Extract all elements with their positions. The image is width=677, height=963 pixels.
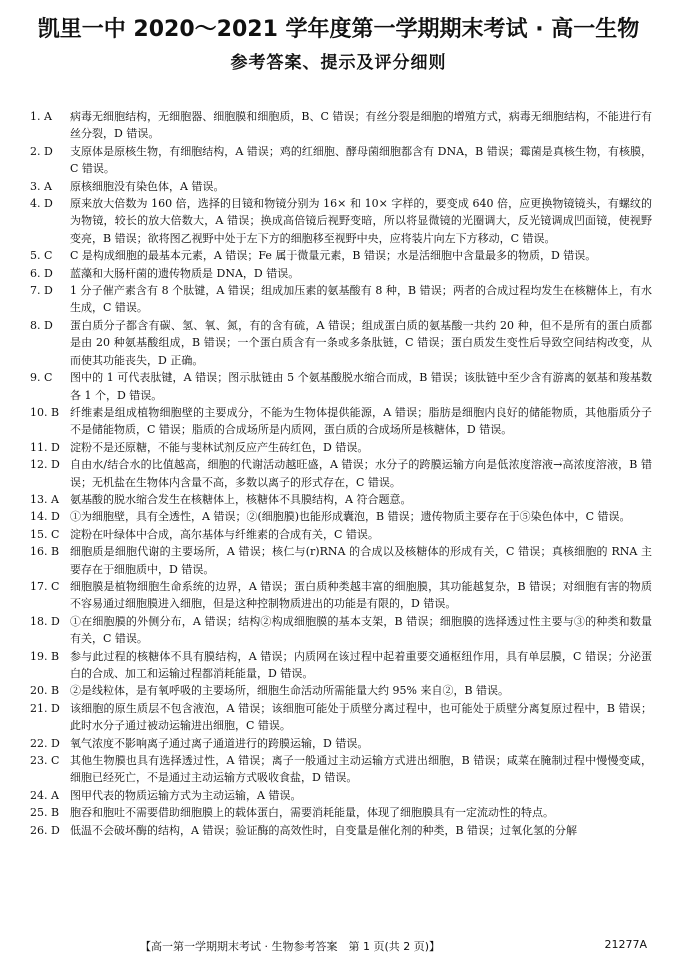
answer-explanation: 1 分子催产素含有 8 个肽键，A 错误；组成加压素的氨基酸有 8 种，B 错误；两者的合成过程均发生在核糖体上，有水生成，C 错误。 xyxy=(70,284,652,315)
answer-number: 11. D xyxy=(30,440,60,454)
answer-number: 2. D xyxy=(30,144,53,158)
answer-item xyxy=(30,404,652,439)
answer-explanation: 原核细胞没有染色体，A 错误。 xyxy=(70,179,225,193)
answer-number: 25. B xyxy=(30,806,60,820)
answer-number: 3. A xyxy=(30,179,52,193)
answer-item xyxy=(30,735,652,752)
answer-item xyxy=(30,822,652,839)
answer-explanation: 原来放大倍数为 160 倍，选择的目镜和物镜分别为 16× 和 10× 字样的，要变成 640 倍，应更换物镜镜头，有螺纹的为物镜，较长的放大倍数大，A 错误；换成高倍镜后视野变暗，所以将显微镜的光圈调大，反光镜调成凹面镜，使视野变亮，B 错误；欲将图乙视野中处于左下方的细胞移至视野中央，应将装片向左下方移动，C 错误。 xyxy=(70,197,652,245)
answer-item xyxy=(30,543,652,578)
answer-item xyxy=(30,265,652,282)
answer-number: 14. D xyxy=(30,510,60,524)
answer-explanation: C 是构成细胞的最基本元素，A 错误；Fe 属于微量元素，B 错误；水是活细胞中含量最多的物质，D 错误。 xyxy=(70,249,597,263)
page-title: 凯里一中 2020～2021 学年度第一学期期末考试 · 高一生物 xyxy=(37,17,640,42)
answer-number: 13. A xyxy=(30,492,59,506)
answer-explanation: 纤维素是组成植物细胞壁的主要成分，不能为生物体提供能源，A 错误；脂肪是细胞内良好的储能物质，其他脂质分子不是储能物质，C 错误；脂质的合成场所是内质网，蛋白质的合成场所是核糖体，D 错误。 xyxy=(70,405,652,437)
answer-number: 16. B xyxy=(30,545,60,559)
answer-item xyxy=(30,787,652,804)
answer-number: 4. D xyxy=(30,197,53,211)
answer-explanation: 氧气浓度不影响离子通过离子通道进行的跨膜运输，D 错误。 xyxy=(70,736,369,750)
answer-number: 21. D xyxy=(30,701,60,715)
answer-number: 9. C xyxy=(30,371,53,385)
answer-number: 6. D xyxy=(30,266,53,280)
answer-number: 15. C xyxy=(30,527,60,541)
answer-item xyxy=(30,526,652,543)
answer-explanation: 细胞膜是植物细胞生命系统的边界，A 错误；蛋白质种类越丰富的细胞膜，其功能越复杂，B 错误；对细胞有害的物质不容易通过细胞膜进入细胞，但是这种控制物质进出的功能是有限的，D 错误。 xyxy=(70,579,652,611)
answer-list xyxy=(30,108,652,839)
answer-number: 20. B xyxy=(30,684,60,698)
answer-number: 7. D xyxy=(30,284,53,298)
answer-number: 8. D xyxy=(30,318,53,332)
answer-item xyxy=(30,682,652,699)
answer-item xyxy=(30,317,652,369)
answer-explanation: ②是线粒体，是有氧呼吸的主要场所，细胞生命活动所需能量大约 95% 来自②，B 错误。 xyxy=(70,684,510,698)
answer-explanation: 蛋白质分子都含有碳、氢、氧、氮，有的含有硫，A 错误；组成蛋白质的氨基酸一共约 20 种，但不是所有的蛋白质都是由 20 种氨基酸组成，B 错误；一个蛋白质含有一条或多条肽链，C 错误；蛋白质发生变性后导致空间结构改变，从而使其功能丧失，D 正确。 xyxy=(70,318,652,367)
page-subtitle: 参考答案、提示及评分细则 xyxy=(230,53,447,73)
answer-item xyxy=(30,613,652,648)
answer-explanation: 细胞质是细胞代谢的主要场所，A 错误；核仁与(r)RNA 的合成以及核糖体的形成有关，C 错误；真核细胞的 RNA 主要存在于细胞质中，D 错误。 xyxy=(70,545,652,576)
answer-explanation: ①为细胞壁，具有全透性，A 错误；②(细胞膜)也能形成囊泡，B 错误；遗传物质主要存在于⑤染色体中，C 错误。 xyxy=(70,510,631,524)
answer-item xyxy=(30,108,652,143)
answer-item xyxy=(30,700,652,735)
answer-explanation: 淀粉在叶绿体中合成，高尔基体与纤维素的合成有关，C 错误。 xyxy=(70,527,379,541)
answer-item xyxy=(30,752,652,787)
answer-item xyxy=(30,247,652,264)
answer-number: 19. B xyxy=(30,649,60,663)
answer-item xyxy=(30,439,652,456)
answer-number: 5. C xyxy=(30,249,53,263)
answer-explanation: 蓝藻和大肠杆菌的遗传物质是 DNA，D 错误。 xyxy=(70,266,300,280)
answer-number: 23. C xyxy=(30,754,60,768)
answer-explanation: 该细胞的原生质层不包含液泡，A 错误；该细胞可能处于质壁分离过程中，也可能处于质壁分离复原过程中，B 错误；此时水分子通过被动运输进出细胞，C 错误。 xyxy=(70,701,652,733)
answer-item xyxy=(30,195,652,247)
answer-item xyxy=(30,491,652,508)
answer-explanation: ①在细胞膜的外侧分布，A 错误；结构②构成细胞膜的基本支架，B 错误；细胞膜的选择透过性主要与③的种类和数量有关，C 错误。 xyxy=(70,614,652,646)
answer-item xyxy=(30,369,652,404)
answer-explanation: 其他生物膜也具有选择透过性，A 错误；离子一般通过主动运输方式进出细胞，B 错误；咸菜在腌制过程中慢慢变咸，细胞已经死亡，不是通过主动运输方式吸收食盐，D 错误。 xyxy=(70,754,652,785)
answer-number: 10. B xyxy=(30,405,60,419)
answer-explanation: 淀粉不是还原糖，不能与斐林试剂反应产生砖红色，D 错误。 xyxy=(70,440,369,454)
answer-number: 22. D xyxy=(30,736,60,750)
footer-doc-code: 21277A xyxy=(604,938,647,951)
answer-number: 18. D xyxy=(30,614,60,628)
answer-number: 1. A xyxy=(30,110,52,123)
answer-explanation: 胞吞和胞吐不需要借助细胞膜上的载体蛋白，需要消耗能量，体现了细胞膜具有一定流动性的特点。 xyxy=(70,806,554,820)
footer-page-info: 【高一第一学期期末考试 · 生物参考答案 第 1 页(共 2 页)】 xyxy=(140,940,441,953)
answer-number: 12. D xyxy=(30,458,60,472)
answer-item xyxy=(30,508,652,525)
answer-item xyxy=(30,648,652,683)
answer-number: 17. C xyxy=(30,579,60,593)
answer-explanation: 参与此过程的核糖体不具有膜结构，A 错误；内质网在该过程中起着重要交通枢纽作用，具有单层膜，C 错误；分泌蛋白的合成、加工和运输过程都消耗能量，D 错误。 xyxy=(70,649,652,680)
answer-item xyxy=(30,143,652,178)
answer-item xyxy=(30,282,652,317)
answer-item xyxy=(30,456,652,491)
answer-item xyxy=(30,578,652,613)
answer-number: 24. A xyxy=(30,788,59,802)
answer-number: 26. D xyxy=(30,823,60,837)
answer-explanation: 图中的 1 可代表肽键，A 错误；图示肽链由 5 个氨基酸脱水缩合而成，B 错误；该肽链中至少含有游离的氨基和羧基数各 1 个，D 错误。 xyxy=(70,371,652,402)
answer-explanation: 病毒无细胞结构，无细胞器、细胞膜和细胞质，B、C 错误；有丝分裂是细胞的增殖方式，病毒无细胞结构，不能进行有丝分裂，D 错误。 xyxy=(70,110,652,141)
answer-item xyxy=(30,178,652,195)
answer-explanation: 自由水/结合水的比值越高，细胞的代谢活动越旺盛，A 错误；水分子的跨膜运输方向是低浓度溶液→高浓度溶液，B 错误；无机盐在生物体内含量不高，多数以离子的形式存在，C 错误。 xyxy=(70,458,652,489)
answer-explanation: 低温不会破坏酶的结构，A 错误；验证酶的高效性时，自变量是催化剂的种类，B 错误；过氧化氢的分解 xyxy=(70,823,578,837)
answer-explanation: 氨基酸的脱水缩合发生在核糖体上，核糖体不具膜结构，A 符合题意。 xyxy=(70,492,412,506)
answer-explanation: 图甲代表的物质运输方式为主动运输，A 错误。 xyxy=(70,788,302,802)
answer-explanation: 支原体是原核生物，有细胞结构，A 错误；鸡的红细胞、酵母菌细胞都含有 DNA，B 错误；霉菌是真核生物，有核膜，C 错误。 xyxy=(70,144,652,176)
answer-item xyxy=(30,804,652,821)
